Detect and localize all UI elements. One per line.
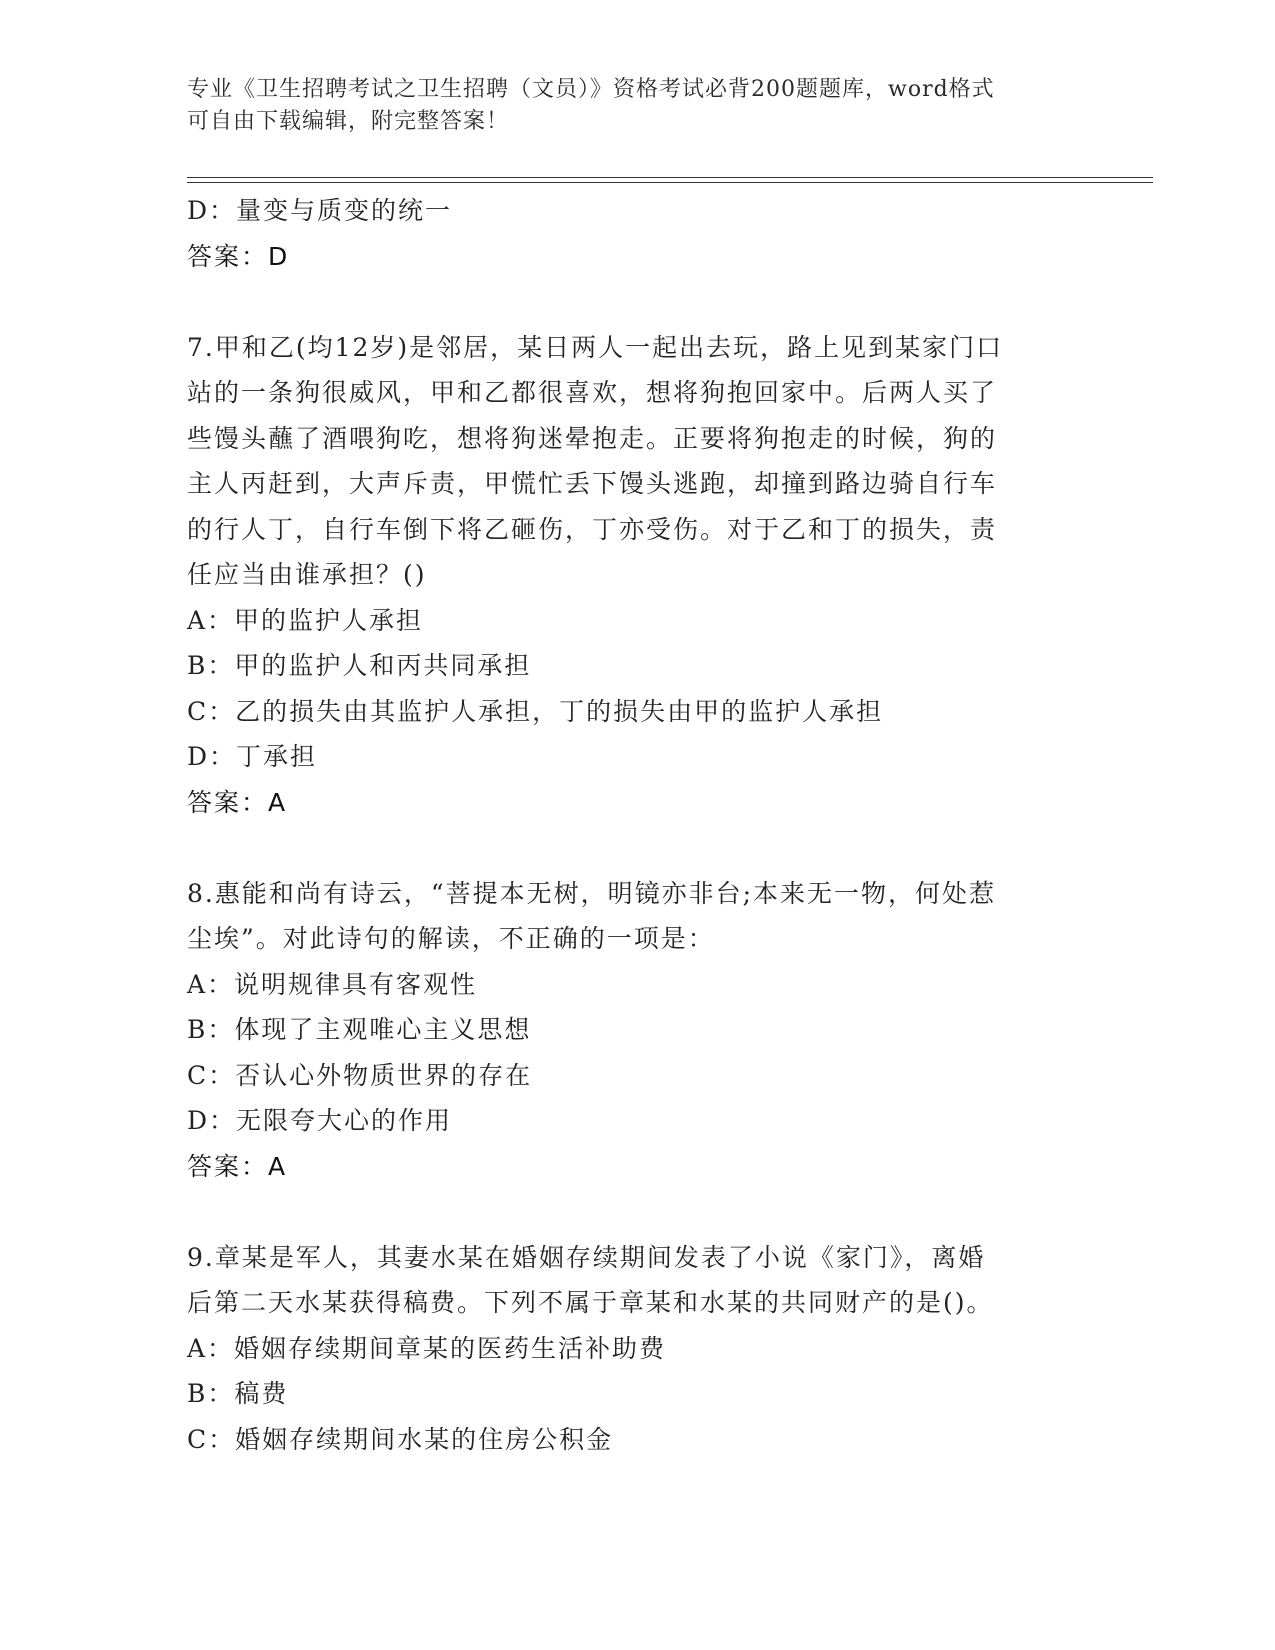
spacer (187, 825, 1087, 871)
q9-option-b: B：稿费 (187, 1379, 289, 1408)
q9-option-c: C：婚姻存续期间水某的住房公积金 (187, 1424, 614, 1454)
q8-stem-line: 8.惠能和尚有诗云，“菩提本无树，明镜亦非台;本来无一物，何处惹 (187, 878, 997, 908)
q6-option-d: D：量变与质变的统一 (187, 196, 453, 225)
q6-answer: 答案：D (187, 241, 290, 271)
q9-stem-line: 9.章某是军人，其妻水某在婚姻存续期间发表了小说《家门》，离婚 (187, 1242, 986, 1272)
q8-answer: 答案：A (187, 1151, 288, 1181)
q7-stem-line: 的行人丁，自行车倒下将乙砸伤，丁亦受伤。对于乙和丁的损失，责 (187, 514, 998, 544)
question-8 (187, 871, 1087, 1190)
q7-answer: 答案：A (187, 787, 288, 817)
q8-option-b: B：体现了主观唯心主义思想 (187, 1015, 532, 1044)
q7-option-d: D：丁承担 (187, 742, 318, 771)
q8-option-c: C：否认心外物质世界的存在 (187, 1060, 533, 1090)
q7-option-b: B：甲的监护人和丙共同承担 (187, 651, 532, 680)
page-header (187, 74, 1067, 138)
q7-stem-line: 7.甲和乙(均12岁)是邻居，某日两人一起出去玩，路上见到某家门口 (187, 332, 1004, 362)
header-rule-bottom (187, 182, 1153, 183)
q7-stem-line: 主人丙赶到，大声斥责，甲慌忙丢下馒头逃跑，却撞到路边骑自行车 (187, 469, 998, 498)
q7-option-a: A：甲的监护人承担 (187, 605, 424, 635)
spacer (187, 279, 1087, 325)
q9-stem-line: 后第二天水某获得稿费。下列不属于章某和水某的共同财产的是()。 (187, 1288, 994, 1317)
document-body (187, 188, 1087, 1462)
q8-option-a: A：说明规律具有客观性 (187, 969, 478, 999)
header-title-line-1: 专业《卫生招聘考试之卫生招聘（文员）》资格考试必背200题题库，word格式 (187, 77, 995, 102)
q7-stem-line: 任应当由谁承担？() (187, 560, 427, 589)
q9-option-a: A：婚姻存续期间章某的医药生活补助费 (187, 1333, 667, 1363)
question-9 (187, 1235, 1087, 1463)
q7-option-c: C：乙的损失由其监护人承担，丁的损失由甲的监护人承担 (187, 696, 884, 726)
question-7 (187, 325, 1087, 826)
header-rule-top (187, 177, 1153, 178)
header-title-line-2: 可自由下载编辑，附完整答案！ (187, 109, 510, 134)
q7-stem-line: 站的一条狗很威风，甲和乙都很喜欢，想将狗抱回家中。后两人买了 (187, 378, 998, 407)
q8-option-d: D：无限夸大心的作用 (187, 1106, 453, 1135)
q7-stem-line: 些馒头蘸了酒喂狗吃，想将狗迷晕抱走。正要将狗抱走的时候，狗的 (187, 423, 998, 453)
spacer (187, 1189, 1087, 1235)
q8-stem-line: 尘埃”。对此诗句的解读，不正确的一项是： (187, 924, 715, 953)
